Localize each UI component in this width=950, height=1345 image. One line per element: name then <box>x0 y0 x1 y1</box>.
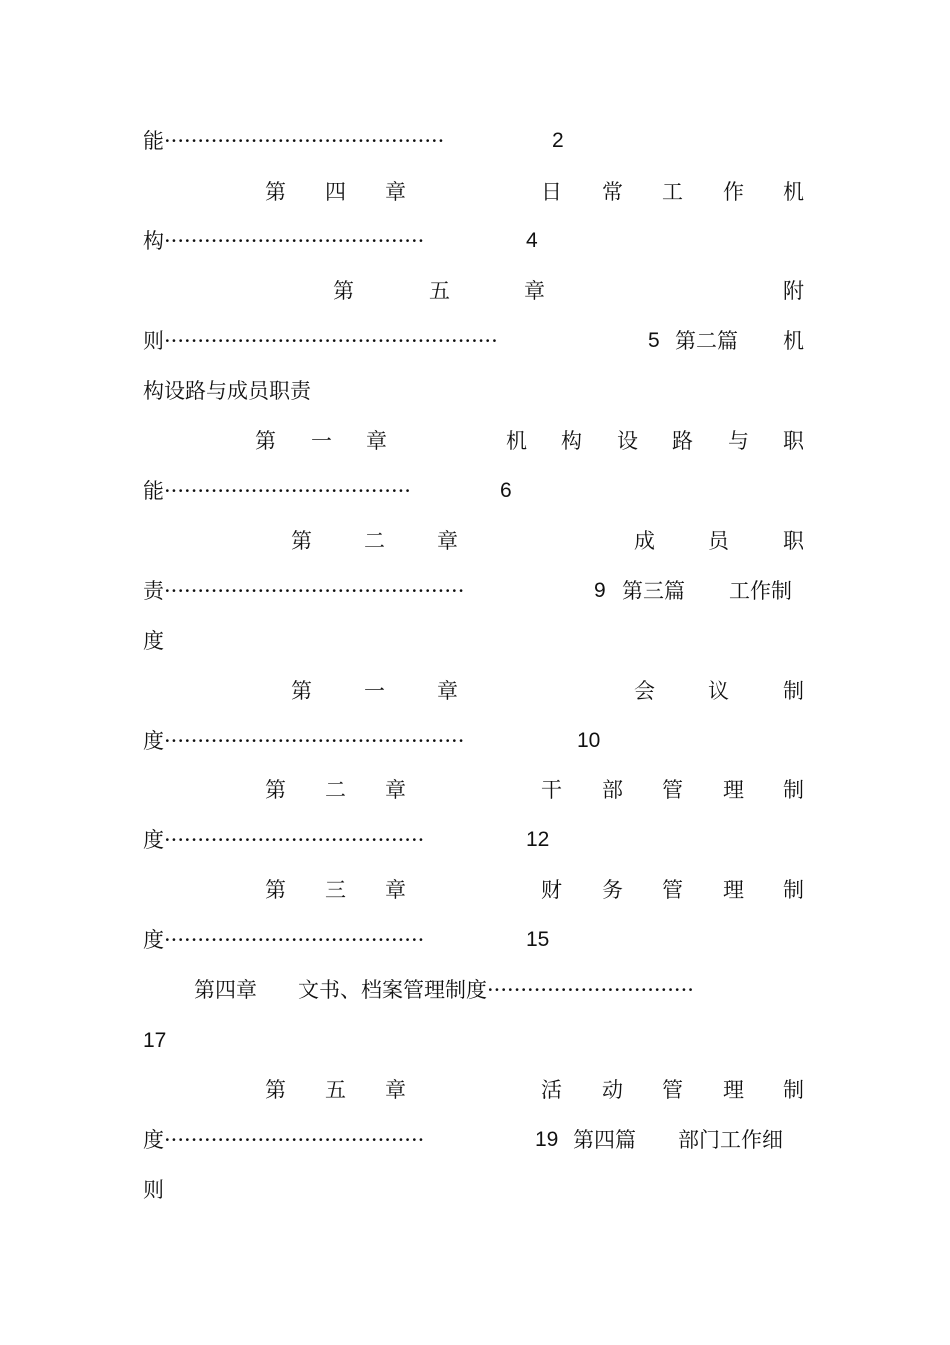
toc-page-number: 19 <box>535 1128 559 1151</box>
title-char: 制 <box>783 679 804 703</box>
toc-lead: 责 <box>143 579 164 603</box>
chapter-char: 章 <box>385 180 406 204</box>
chapter-title <box>298 975 694 1005</box>
chapter-char: 一 <box>364 679 385 703</box>
part-heading: 第三篇 <box>622 579 685 603</box>
part-title-start: 机 <box>783 329 804 353</box>
toc-lead: 度 <box>143 1128 164 1152</box>
toc-row-20 <box>143 1075 804 1105</box>
toc-page-number: 9 <box>594 579 606 602</box>
toc-row-13 <box>143 726 804 756</box>
chapter-char: 章 <box>524 279 545 303</box>
title-char: 工 <box>662 180 683 204</box>
chapter-char: 章 <box>437 529 458 553</box>
title-char: 理 <box>723 778 744 802</box>
title-char: 职 <box>783 429 804 453</box>
toc-row-8 <box>143 476 804 506</box>
toc-row-5 <box>143 326 804 356</box>
chapter-char: 五 <box>325 1078 346 1102</box>
chapter-char: 四 <box>325 180 346 204</box>
chapter-char: 第 <box>265 778 286 802</box>
toc-row-2 <box>143 177 804 207</box>
toc-row-16 <box>143 875 804 905</box>
toc-row-9 <box>143 526 804 556</box>
part-title-continued: 构设路与成员职责 <box>143 379 311 403</box>
chapter-char: 二 <box>364 529 385 553</box>
toc-page-number: 17 <box>143 1029 167 1052</box>
toc-lead: 能 <box>143 479 164 503</box>
part-title-start: 部门工作细 <box>678 1128 783 1152</box>
title-char: 职 <box>783 529 804 553</box>
part-heading: 第四篇 <box>573 1128 636 1152</box>
toc-lead: 能 <box>143 129 164 153</box>
chapter-char: 第 <box>255 429 276 453</box>
title-char: 财 <box>541 878 562 902</box>
title-char: 动 <box>602 1078 623 1102</box>
toc-page-number: 10 <box>577 729 601 752</box>
part-heading: 第二篇 <box>675 329 738 353</box>
toc-leader-dots: ·················································· <box>164 329 498 353</box>
toc-row-3 <box>143 226 804 256</box>
chapter-char: 章 <box>385 778 406 802</box>
toc-leader-dots: ······························· <box>487 978 694 1002</box>
toc-lead: 度 <box>143 828 164 852</box>
toc-row-18 <box>143 975 804 1005</box>
title-char: 管 <box>662 778 683 802</box>
title-char: 与 <box>728 429 749 453</box>
toc-lead: 则 <box>143 329 164 353</box>
toc-lead: 构 <box>143 229 164 253</box>
title-char: 管 <box>662 878 683 902</box>
title-char: 构 <box>561 429 582 453</box>
toc-leader-dots: ······································· <box>164 828 425 852</box>
title-char: 制 <box>783 778 804 802</box>
part-title-start: 工作制 <box>729 579 792 603</box>
title-char: 常 <box>602 180 623 204</box>
title-char: 议 <box>708 679 729 703</box>
chapter-char: 二 <box>325 778 346 802</box>
chapter-char: 第 <box>333 279 354 303</box>
toc-row-11 <box>143 626 804 656</box>
chapter-char: 第 <box>265 1078 286 1102</box>
title-char: 附 <box>783 279 804 303</box>
part-title-continued: 则 <box>143 1178 164 1202</box>
chapter-char: 章 <box>366 429 387 453</box>
title-char: 日 <box>541 180 562 204</box>
toc-row-6 <box>143 376 804 406</box>
title-char: 作 <box>723 180 744 204</box>
toc-row-12 <box>143 676 804 706</box>
title-char: 管 <box>662 1078 683 1102</box>
toc-page-number: 12 <box>526 828 550 851</box>
toc-leader-dots: ·········································· <box>164 129 445 153</box>
chapter-char: 三 <box>325 878 346 902</box>
title-char: 员 <box>708 529 729 553</box>
chapter-title-text: 文书、档案管理制度 <box>298 978 487 1002</box>
title-char: 会 <box>634 679 655 703</box>
title-char: 干 <box>541 778 562 802</box>
chapter-char: 章 <box>385 878 406 902</box>
chapter-char: 五 <box>429 279 450 303</box>
toc-leader-dots: ······································· <box>164 229 425 253</box>
title-char: 活 <box>541 1078 562 1102</box>
toc-leader-dots: ······································· <box>164 1128 425 1152</box>
title-char: 理 <box>723 878 744 902</box>
chapter-char: 第 <box>265 180 286 204</box>
title-char: 制 <box>783 1078 804 1102</box>
chapter-heading: 第四章 <box>194 978 257 1002</box>
chapter-char: 第 <box>265 878 286 902</box>
toc-row-21 <box>143 1125 804 1155</box>
chapter-char: 第 <box>291 529 312 553</box>
toc-leader-dots: ············································· <box>164 579 465 603</box>
toc-row-22 <box>143 1175 804 1205</box>
title-char: 设 <box>617 429 638 453</box>
toc-row-1 <box>143 126 804 156</box>
part-title-continued: 度 <box>143 629 164 653</box>
toc-lead: 度 <box>143 729 164 753</box>
toc-page-number: 6 <box>500 479 512 502</box>
title-char: 机 <box>506 429 527 453</box>
toc-leader-dots: ······································· <box>164 928 425 952</box>
title-char: 路 <box>672 429 693 453</box>
title-char: 成 <box>634 529 655 553</box>
toc-row-17 <box>143 925 804 955</box>
toc-lead: 度 <box>143 928 164 952</box>
title-char: 制 <box>783 878 804 902</box>
toc-row-15 <box>143 825 804 855</box>
title-char: 部 <box>602 778 623 802</box>
toc-row-19 <box>143 1025 804 1055</box>
toc-leader-dots: ············································· <box>164 729 465 753</box>
title-char: 机 <box>783 180 804 204</box>
toc-row-10 <box>143 576 804 606</box>
chapter-char: 一 <box>311 429 332 453</box>
chapter-char: 第 <box>291 679 312 703</box>
toc-page-number: 4 <box>526 229 538 252</box>
toc-page-number: 5 <box>648 329 660 352</box>
toc-leader-dots: ····································· <box>164 479 411 503</box>
chapter-char: 章 <box>437 679 458 703</box>
title-char: 务 <box>602 878 623 902</box>
toc-row-4 <box>143 276 804 306</box>
toc-page-number: 2 <box>552 129 564 152</box>
toc-page-number: 15 <box>526 928 550 951</box>
title-char: 理 <box>723 1078 744 1102</box>
toc-row-14 <box>143 775 804 805</box>
chapter-char: 章 <box>385 1078 406 1102</box>
toc-row-7 <box>143 426 804 456</box>
